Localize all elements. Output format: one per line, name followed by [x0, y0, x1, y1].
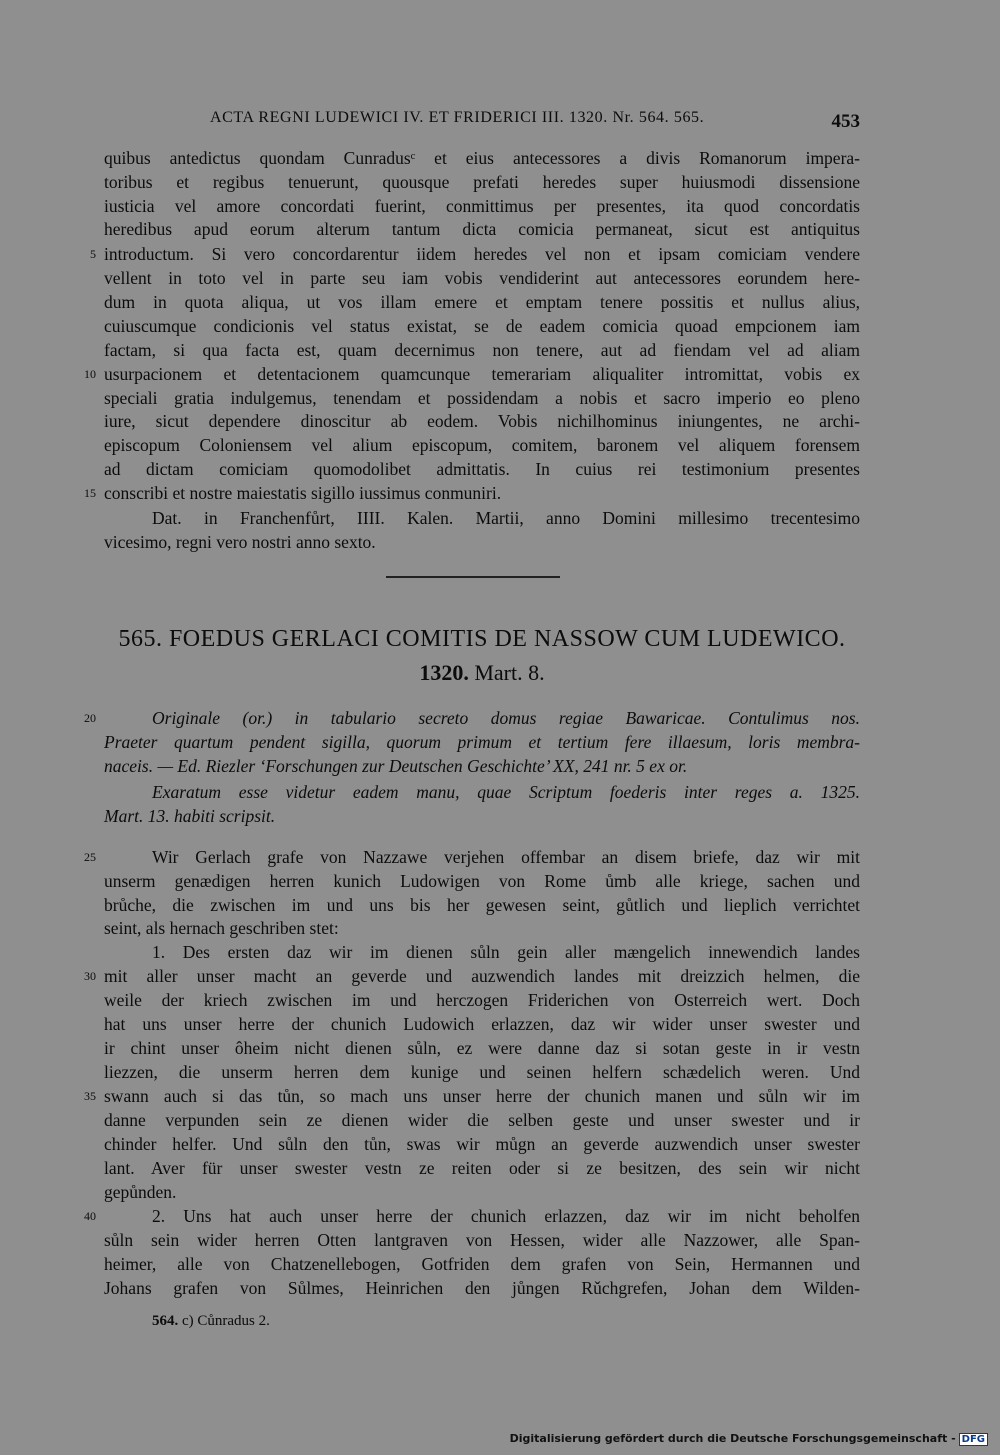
- footnote-text: c) Cůnradus 2.: [182, 1313, 270, 1329]
- text-line: gepůnden.: [104, 1182, 177, 1202]
- dfg-logo: DFG: [959, 1433, 988, 1446]
- line-number: 35: [84, 1089, 96, 1103]
- line-number: 10: [84, 367, 96, 381]
- note-line: Mart. 13. habiti scripsit.: [104, 806, 276, 826]
- text-line: introductum. Si vero concordarentur iidem heredes vel non et ipsam comiciam vendere: [104, 244, 860, 264]
- text-line: mit aller unser macht an geverde und auzwendich landes mit dreizzich helmen, die: [104, 966, 860, 986]
- apparatus-line: Originale (or.) in tabulario secreto domus regiae Bawaricae. Contulimus nos.: [152, 708, 860, 728]
- text-line: dum in quota aliqua, ut vos illam emere et emptam tenere possitis et nullus alius,: [104, 292, 860, 312]
- text-line: brůche, die zwischen im und uns bis her gewesen seint, gůtlich und lieplich verrichtet: [104, 895, 860, 915]
- text-line: sůln sein wider herren Otten lantgraven von Hessen, wider alle Nazzower, alle Span-: [104, 1230, 860, 1250]
- text-line: seint, als hernach geschriben stet:: [104, 918, 339, 938]
- text-line: vellent in toto vel in parte seu iam vobis vendiderint aut antecessores eorundem here-: [104, 268, 860, 288]
- document-year: 1320.: [419, 660, 469, 685]
- text-line: chinder helfer. Und sůln den tůn, swas wir můgn an geverde auzwendich unser swester: [104, 1134, 860, 1154]
- line-number: 5: [90, 247, 96, 261]
- dating-line: vicesimo, regni vero nostri anno sexto.: [104, 532, 376, 552]
- text-line: heimer, alle von Chatzenellebogen, Gotfriden dem grafen von Sein, Hermannen und: [104, 1254, 860, 1274]
- text-line: conscribi et nostre maiestatis sigillo iussimus conmuniri.: [104, 483, 502, 503]
- text-line: Johans grafen von Sůlmes, Heinrichen den jůngen Rǔchgrefen, Johan dem Wilden-: [104, 1278, 860, 1298]
- footnote-ref: 564.: [152, 1313, 179, 1329]
- text-line: iusticia vel amore concordati fuerint, conmittimus per presentes, ita quod concordatis: [104, 196, 860, 216]
- text-line: 2. Uns hat auch unser herre der chunich erlazzen, daz wir im nicht beholfen: [152, 1206, 860, 1226]
- text-line: cuiuscumque condicionis vel status existat, se de eadem comicia quoad empcionem iam: [104, 316, 860, 336]
- text-line: toribus et regibus tenuerunt, quousque prefati heredes super huiusmodi dissensione: [104, 172, 860, 192]
- text-line: quibus antedictus quondam Cunradusᶜ et eius antecessores a divis Romanorum impera-: [104, 148, 860, 168]
- text-line: 1. Des ersten daz wir im dienen sůln gein aller mængelich innewendich landes: [152, 942, 860, 962]
- text-line: Wir Gerlach grafe von Nazzawe verjehen offembar an disem briefe, daz wir mit: [152, 847, 860, 867]
- text-line: iure, sicut dependere dinoscitur ab eodem. Vobis nichilhominus iniungentes, ne archi-: [104, 411, 860, 431]
- running-head: ACTA REGNI LUDEWICI IV. ET FRIDERICI III. 1320. Nr. 564. 565.: [210, 109, 705, 126]
- text-line: hat uns unser herre der chunich Ludowich erlazzen, daz wir wider unser swester und: [104, 1014, 860, 1034]
- text-line: lant. Aver für unser swester vestn ze reiten oder si ze besitzen, des sein wir nicht: [104, 1158, 860, 1178]
- text-line: danne verpunden sein ze dienen wider die selben geste und unser swester und ir: [104, 1110, 860, 1130]
- line-number: 15: [84, 486, 96, 500]
- funding-text: Digitalisierung gefördert durch die Deutsche Forschungsgemeinschaft -: [509, 1432, 956, 1445]
- text-line: unserm genædigen herren kunich Ludowigen von Rome ůmb alle kriege, sachen und: [104, 871, 860, 891]
- text-line: speciali gratia indulgemus, tenendam et possidendam a nobis et sacro imperio eo pleno: [104, 388, 860, 408]
- text-line: heredibus apud eorum alterum tantum dicta comicia permaneat, sicut est antiquitus: [104, 219, 860, 239]
- line-number: 25: [84, 850, 96, 864]
- page-header: [210, 109, 860, 133]
- apparatus-line: naceis. — Ed. Riezler ‘Forschungen zur Deutschen Geschichte’ XX, 241 nr. 5 ex or.: [104, 756, 688, 776]
- text-line: factam, si qua facta est, quam decernimus non tenere, aut ad fiendam vel ad aliam: [104, 340, 860, 360]
- document-title: 565. FOEDUS GERLACI COMITIS DE NASSOW CUM LUDEWICO.: [118, 626, 846, 652]
- text-line: swann auch si das tůn, so mach uns unser herre der chunich manen und sůln wir im: [104, 1086, 860, 1106]
- text-line: liezzen, die unserm herren dem kunige und seinen helfern schædelich weren. Und: [104, 1062, 860, 1082]
- page-number: 453: [831, 111, 860, 132]
- text-line: usurpacionem et detentacionem quamcunque temerariam aliqualiter intromittat, vobis ex: [104, 364, 860, 384]
- text-line: ir chint unser ôheim nicht dienen sůln, ez were danne daz si sotan geste in ir vestn: [104, 1038, 860, 1058]
- text-line: episcopum Coloniensem vel alium episcopum, comitem, baronem vel aliquem forensem: [104, 435, 860, 455]
- text-line: weile der kriech zwischen im und herczogen Friderichen von Osterreich wert. Doch: [104, 990, 860, 1010]
- funding-notice: [510, 1432, 988, 1446]
- section-divider: [386, 576, 560, 580]
- document-day: Mart. 8.: [474, 660, 545, 685]
- document-date: [104, 660, 860, 686]
- text-line: ad dictam comiciam quomodolibet admittatis. In cuius rei testimonium presentes: [104, 459, 860, 479]
- line-number: 30: [84, 969, 96, 983]
- apparatus-line: Praeter quartum pendent sigilla, quorum primum et tertium fere illaesum, loris membra-: [104, 732, 860, 752]
- line-number: 40: [84, 1209, 96, 1223]
- line-number: 20: [84, 711, 96, 725]
- note-line: Exaratum esse videtur eadem manu, quae Scriptum foederis inter reges a. 1325.: [152, 782, 860, 802]
- dating-line: Dat. in Franchenfůrt, IIII. Kalen. Martii, anno Domini millesimo trecentesimo: [152, 508, 860, 528]
- footnote: [152, 1313, 270, 1330]
